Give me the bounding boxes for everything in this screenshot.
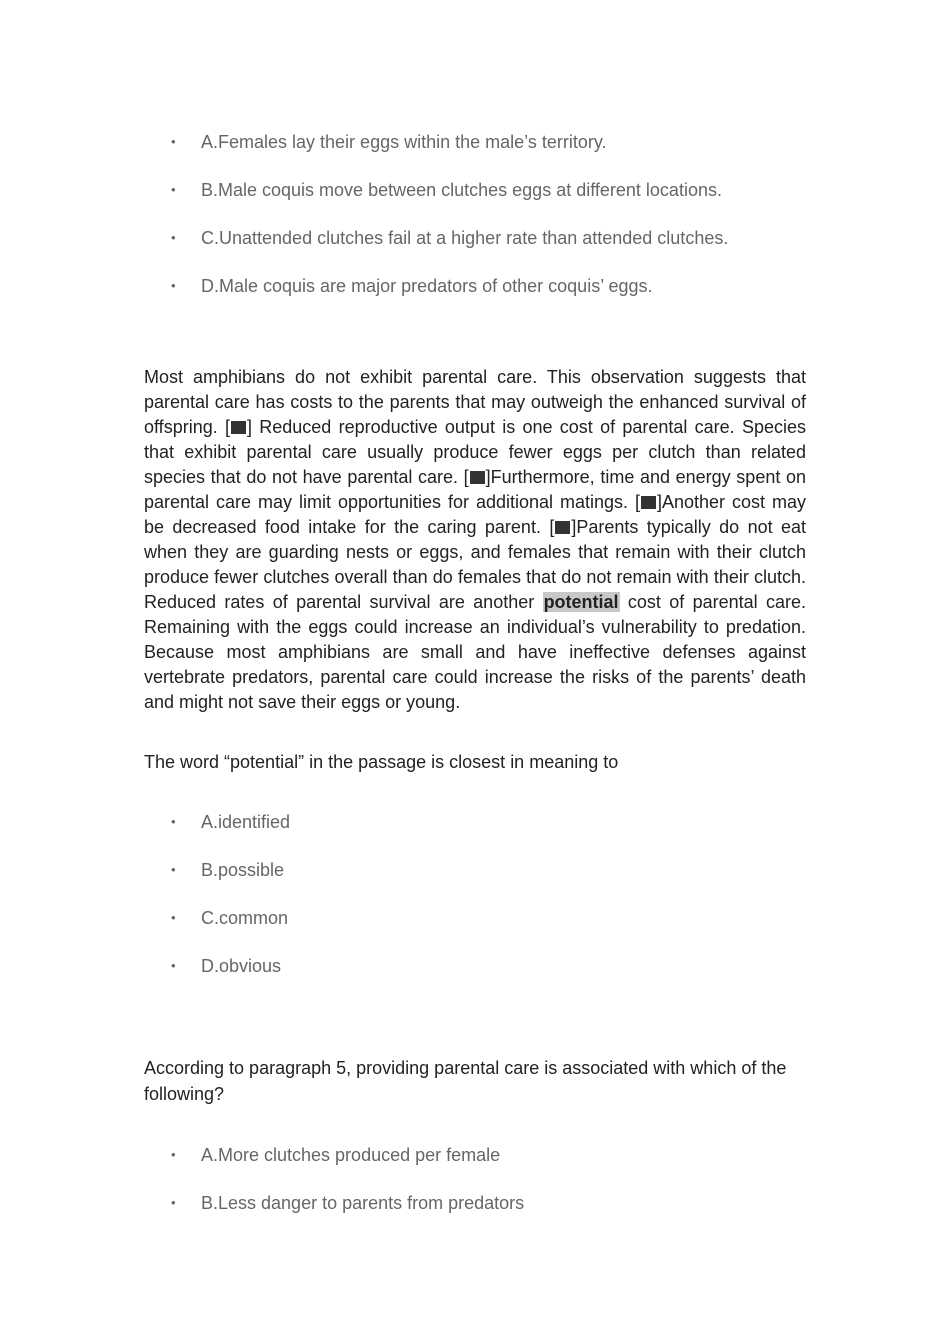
option-b[interactable] (170, 1191, 810, 1239)
insert-square-marker-3[interactable] (641, 496, 656, 509)
bullet-icon: • (171, 958, 176, 973)
passage-text: Most amphibians do not exhibit parental care. This observation suggests that parental care has costs to the parents that may outweigh the enhanced survival of offspring. [ (144, 367, 806, 437)
option-a[interactable] (170, 810, 810, 858)
option-a[interactable] (170, 1143, 810, 1191)
option-text: C.Unattended clutches fail at a higher rate than attended clutches. (201, 228, 729, 248)
passage-text: cost of parental care. Remaining with the eggs could increase an individual’s vulnerability to predation. Because most amphibians are small and have ineffective defenses against vertebrate predators, parental care could increase the risks of the parents’ death and might not save their eggs or young. (144, 592, 806, 712)
option-d[interactable] (170, 954, 810, 1002)
option-d[interactable] (170, 274, 810, 322)
option-text: B.Less danger to parents from predators (201, 1193, 525, 1213)
bullet-icon: • (171, 230, 176, 245)
option-text: D.Male coquis are major predators of other coquis’ eggs. (201, 276, 653, 296)
question-1-options (170, 130, 810, 322)
passage-text: ] Reduced reproductive output is one cost of parental care. Species that exhibit parental care usually produce fewer eggs per clutch than related species that do not have parental care. [ (144, 417, 806, 487)
bullet-icon: • (171, 1195, 176, 1210)
passage-text: ]Another cost may be decreased food intake for the caring parent. [ (144, 492, 806, 537)
option-text: C.common (201, 908, 289, 928)
question-3-prompt: According to paragraph 5, providing parental care is associated with which of the following? (144, 1058, 787, 1104)
bullet-icon: • (171, 182, 176, 197)
insert-square-marker-2[interactable] (470, 471, 485, 484)
bullet-icon: • (171, 814, 176, 829)
option-text: B.possible (201, 860, 285, 880)
question-2-options (170, 810, 810, 1002)
insert-square-marker-4[interactable] (555, 521, 570, 534)
passage-text: ]Parents typically do not eat when they are guarding nests or eggs, and females that remain with their clutch produce fewer clutches overall than do females that do not remain with their clutch. Reduced rates of parental survival are another (144, 517, 807, 612)
insert-square-marker-1[interactable] (231, 421, 246, 434)
option-b[interactable] (170, 858, 810, 906)
bullet-icon: • (171, 278, 176, 293)
option-c[interactable] (170, 226, 810, 274)
bullet-icon: • (171, 910, 176, 925)
bullet-icon: • (171, 862, 176, 877)
question-3-options (170, 1143, 810, 1239)
option-text: B.Male coquis move between clutches eggs at different locations. (201, 180, 722, 200)
bullet-icon: • (171, 134, 176, 149)
highlighted-word: potential (543, 592, 619, 612)
option-text: A.identified (201, 812, 291, 832)
option-b[interactable] (170, 178, 810, 226)
option-text: A.Females lay their eggs within the male’s territory. (201, 132, 607, 152)
question-2-prompt: The word “potential” in the passage is closest in meaning to (144, 752, 619, 772)
option-text: A.More clutches produced per female (201, 1145, 501, 1165)
passage-text: ]Furthermore, time and energy spent on parental care may limit opportunities for additional matings. [ (144, 467, 806, 512)
option-c[interactable] (170, 906, 810, 954)
bullet-icon: • (171, 1147, 176, 1162)
option-a[interactable] (170, 130, 810, 178)
option-text: D.obvious (201, 956, 282, 976)
reading-passage (144, 365, 806, 715)
